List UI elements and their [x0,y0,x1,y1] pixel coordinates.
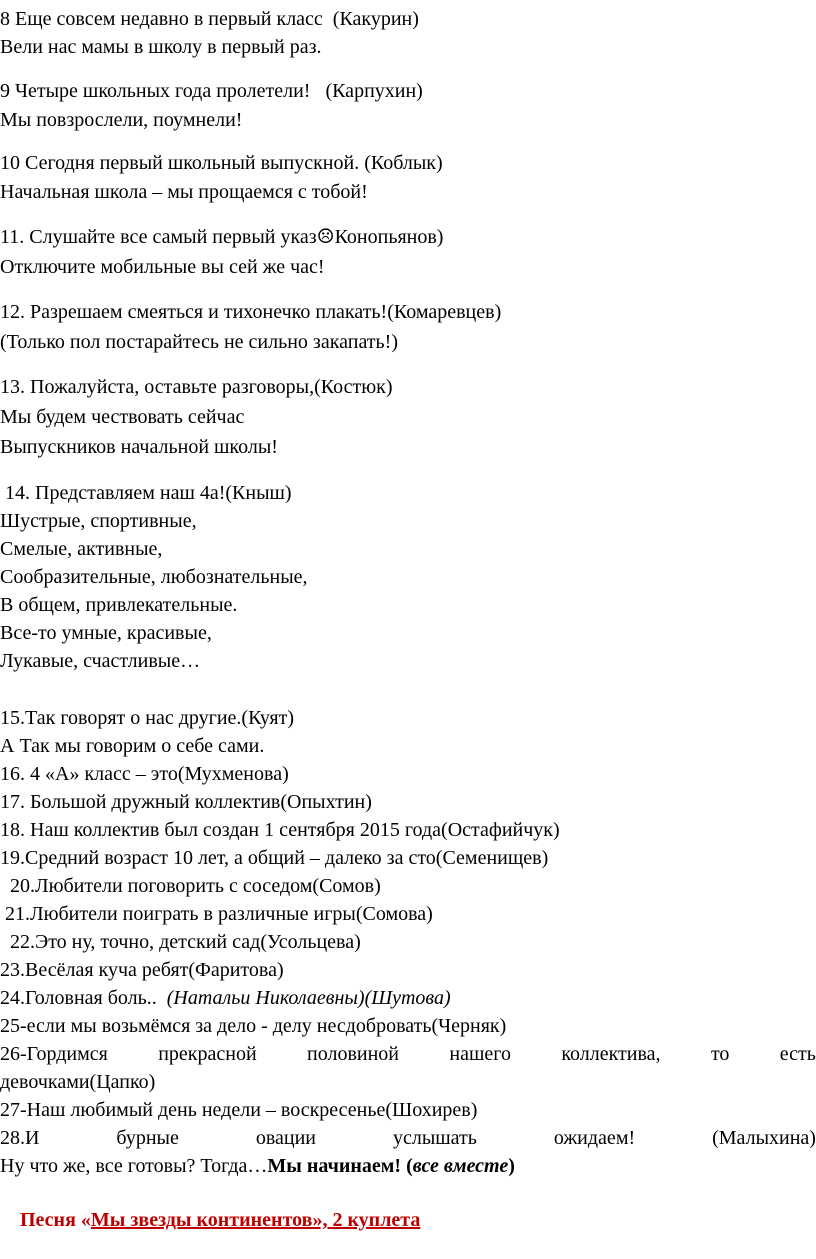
text-line: В общем, привлекательные. [0,594,238,616]
word: бурные [116,1127,179,1149]
text-line: Лукавые, счастливые… [0,650,201,672]
word: половиной [307,1043,400,1065]
word: то [710,1043,730,1065]
text-line [0,1153,816,1179]
text-line: 21.Любители поиграть в различные игры(Сомова) [0,903,433,925]
text-line: Сообразительные, любознательные, [0,566,308,588]
song-prefix: Песня « [20,1209,91,1231]
text-line: девочками(Цапко) [0,1071,156,1093]
text-line: Выпускников начальной школы! [0,436,278,458]
text-run: 24.Головная боль.. [0,987,167,1009]
text-line: 18. Наш коллектив был создан 1 сентября 2015 года(Остафийчук) [0,819,560,841]
word: коллектива, [561,1043,661,1065]
word: нашего [449,1043,511,1065]
bold-italic-text: все вместе [412,1155,509,1177]
text-line: Все-то умные, красивые, [0,622,212,644]
text-line: 27-Наш любимый день недели – воскресенье(Шохирев) [0,1099,478,1121]
bold-text: ) [508,1155,515,1177]
bold-text: Мы начинаем! [267,1155,402,1177]
text-line: 8 Еще совсем недавно в первый класс (Какурин) [0,8,419,30]
justified-text-line [0,1041,816,1067]
text-run: Ну что же, все готовы? Тогда… [0,1155,268,1177]
text-line: 9 Четыре школьных года пролетели! (Карпухин) [0,80,423,102]
text-line: 10 Сегодня первый школьный выпускной. (Коблык) [0,152,443,174]
text-line: 15.Так говорят о нас другие.(Куят) [0,707,295,729]
text-line: 19.Средний возраст 10 лет, а общий – далеко за сто(Семенищев) [0,847,549,869]
text-line: 14. Представляем наш 4а!(Кныш) [0,482,292,504]
text-line: Мы повзрослели, поумнели! [0,109,243,131]
word: 28.И [0,1127,40,1149]
text-line: 20.Любители поговорить с соседом(Сомов) [0,875,381,897]
word: (Малыхина) [712,1127,816,1149]
text-line: (Только пол постарайтесь не сильно закапать!) [0,331,398,353]
text-line: 13. Пожалуйста, оставьте разговоры,(Костюк) [0,376,393,398]
text-line: Смелые, активные, [0,538,163,560]
text-line: 17. Большой дружный коллектив(Опыхтин) [0,791,372,813]
text-line: 23.Весёлая куча ребят(Фаритова) [0,959,284,981]
word: есть [779,1043,816,1065]
justified-text-line [0,1125,816,1151]
text-line: 16. 4 «А» класс – это(Мухменова) [0,763,289,785]
text-line [0,985,816,1011]
bold-text: ( [401,1155,413,1177]
text-line: 25-если мы возьмёмся за дело - делу несдобровать(Черняк) [0,1015,507,1037]
text-line: Вели нас мамы в школу в первый раз. [0,36,322,58]
text-line: А Так мы говорим о себе сами. [0,735,265,757]
word: прекрасной [158,1043,257,1065]
text-line: 12. Разрешаем смеяться и тихонечко плакать!(Комаревцев) [0,301,502,323]
text-line: Мы будем чествовать сейчас [0,406,245,428]
word: услышать [392,1127,477,1149]
text-line: Шустрые, спортивные, [0,510,197,532]
text-line: Отключите мобильные вы сей же час! [0,256,325,278]
word: ожидаем! [553,1127,636,1149]
text-line: Начальная школа – мы прощаемся с тобой! [0,181,368,203]
italic-text: (Натальи Николаевны)(Шутова) [166,987,451,1009]
text-line: 22.Это ну, точно, детский сад(Усольцева) [0,931,361,953]
song-heading [20,1207,420,1233]
song-title: Мы звезды континентов», 2 куплета [90,1209,421,1231]
word: овации [255,1127,316,1149]
text-line: 11. Слушайте все самый первый указ☹Конопьянов) [0,226,444,248]
word: 26-Гордимся [0,1043,108,1065]
